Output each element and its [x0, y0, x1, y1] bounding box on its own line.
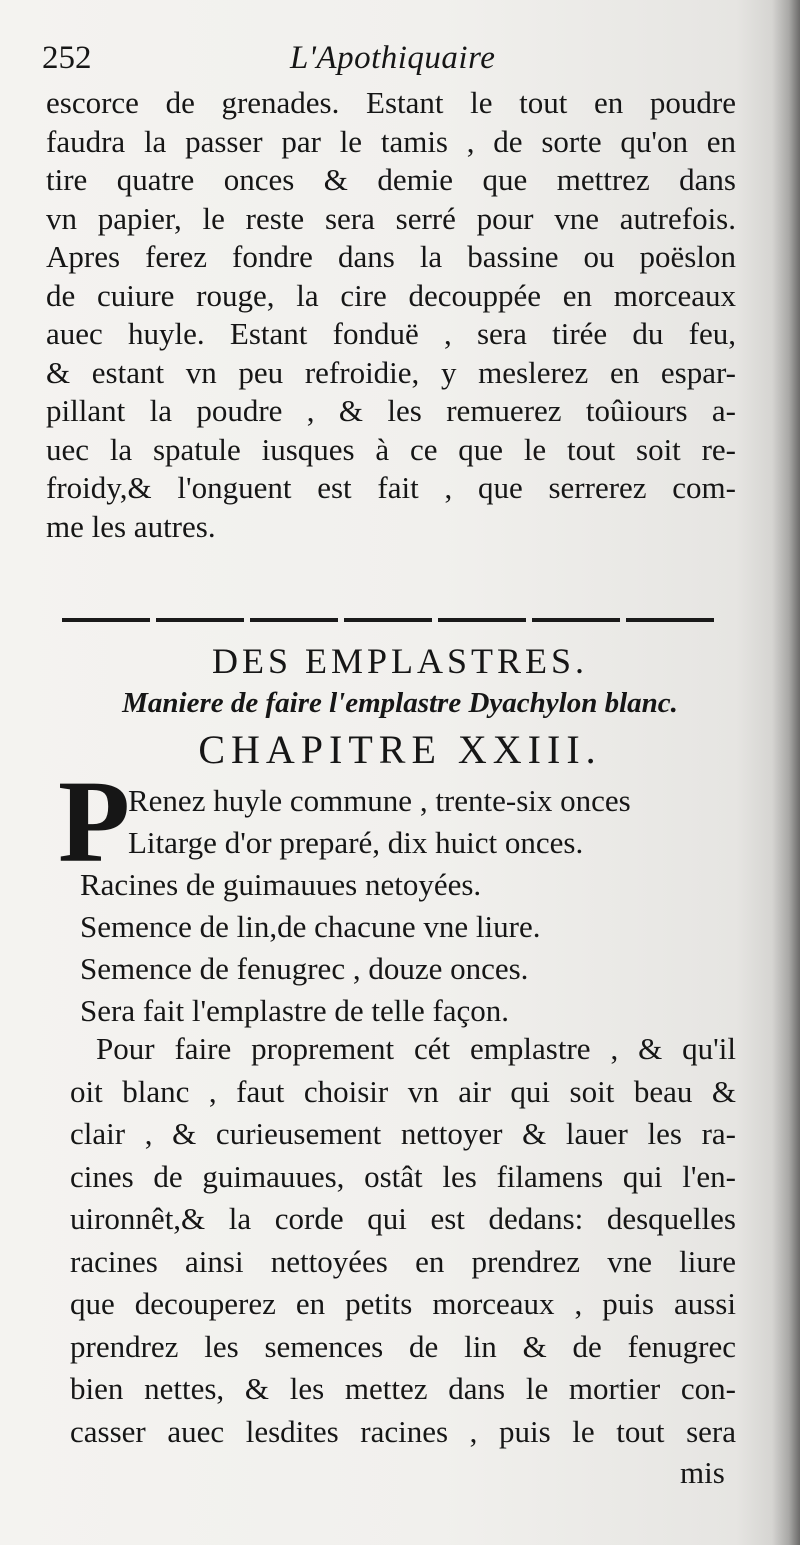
page-number: 252 [42, 40, 92, 76]
section-subtitle: Maniere de faire l'emplastre Dyachylon blanc. [122, 687, 678, 719]
text-line: clair , & curieusement nettoyer & lauer les ra- [70, 1116, 736, 1151]
text-line: uec la spatule iusques à ce que le tout soit re- [46, 431, 736, 467]
recipe-line: Semence de lin,de chacune vne liure. [80, 909, 541, 944]
catchword: mis [680, 1455, 725, 1490]
text-line: que decouperez en petits morceaux , puis aussi [70, 1286, 736, 1321]
drop-cap: P [58, 756, 131, 887]
text-line: me les autres. [46, 508, 216, 544]
top-paragraph [46, 84, 736, 546]
recipe-line: Litarge d'or preparé, dix huict onces. [128, 825, 584, 860]
running-head: L'Apothiquaire [290, 40, 496, 76]
text-line: cines de guimauues, ostât les filamens qui l'en- [70, 1158, 736, 1194]
method-paragraph [70, 1028, 736, 1453]
text-line: bien nettes, & les mettez dans le mortier con- [70, 1371, 736, 1406]
text-line: tire quatre onces & demie que mettrez dans [46, 162, 736, 197]
text-line: Pour faire proprement cét emplastre , & qu'il [96, 1031, 736, 1066]
text-line: auec huyle. Estant fonduë , sera tirée du feu, [46, 316, 736, 351]
recipe-line: Sera fait l'emplastre de telle façon. [80, 993, 510, 1028]
page-header [42, 40, 742, 86]
text-line: de cuiure rouge, la cire decouppée en morceaux [46, 277, 736, 313]
section-title: DES EMPLASTRES. [211, 641, 589, 681]
recipe-list [80, 780, 730, 1032]
text-line: prendrez les semences de lin & de fenugrec [70, 1328, 736, 1364]
recipe-line: Semence de fenugrec , douze onces. [80, 951, 529, 986]
text-line: vn papier, le reste sera serré pour vne autrefois. [46, 200, 736, 236]
text-line: escorce de grenades. Estant le tout en poudre [46, 85, 736, 120]
text-line: Apres ferez fondre dans la bassine ou poëslon [46, 239, 736, 274]
text-line: faudra la passer par le tamis , de sorte qu'on en [46, 123, 736, 159]
text-line: racines ainsi nettoyées en prendrez vne liure [70, 1243, 736, 1279]
text-line: & estant vn peu refroidie, y meslerez en espar- [46, 354, 736, 390]
text-line: casser auec lesdites racines , puis le tout sera [70, 1413, 736, 1449]
section-divider [62, 618, 714, 622]
recipe-line: Racines de guimauues netoyées. [80, 867, 482, 902]
chapter-heading: CHAPITRE XXIII. [198, 727, 602, 772]
text-line: oit blanc , faut choisir vn air qui soit beau & [70, 1073, 736, 1109]
recipe-line: Renez huyle commune , trente-six onces [128, 783, 631, 818]
text-line: froidy,& l'onguent est fait , que serrerez com- [46, 470, 736, 505]
text-line: pillant la poudre , & les remuerez toûiours a- [46, 393, 736, 428]
text-line: uironnêt,& la corde qui est dedans: desquelles [70, 1201, 736, 1236]
